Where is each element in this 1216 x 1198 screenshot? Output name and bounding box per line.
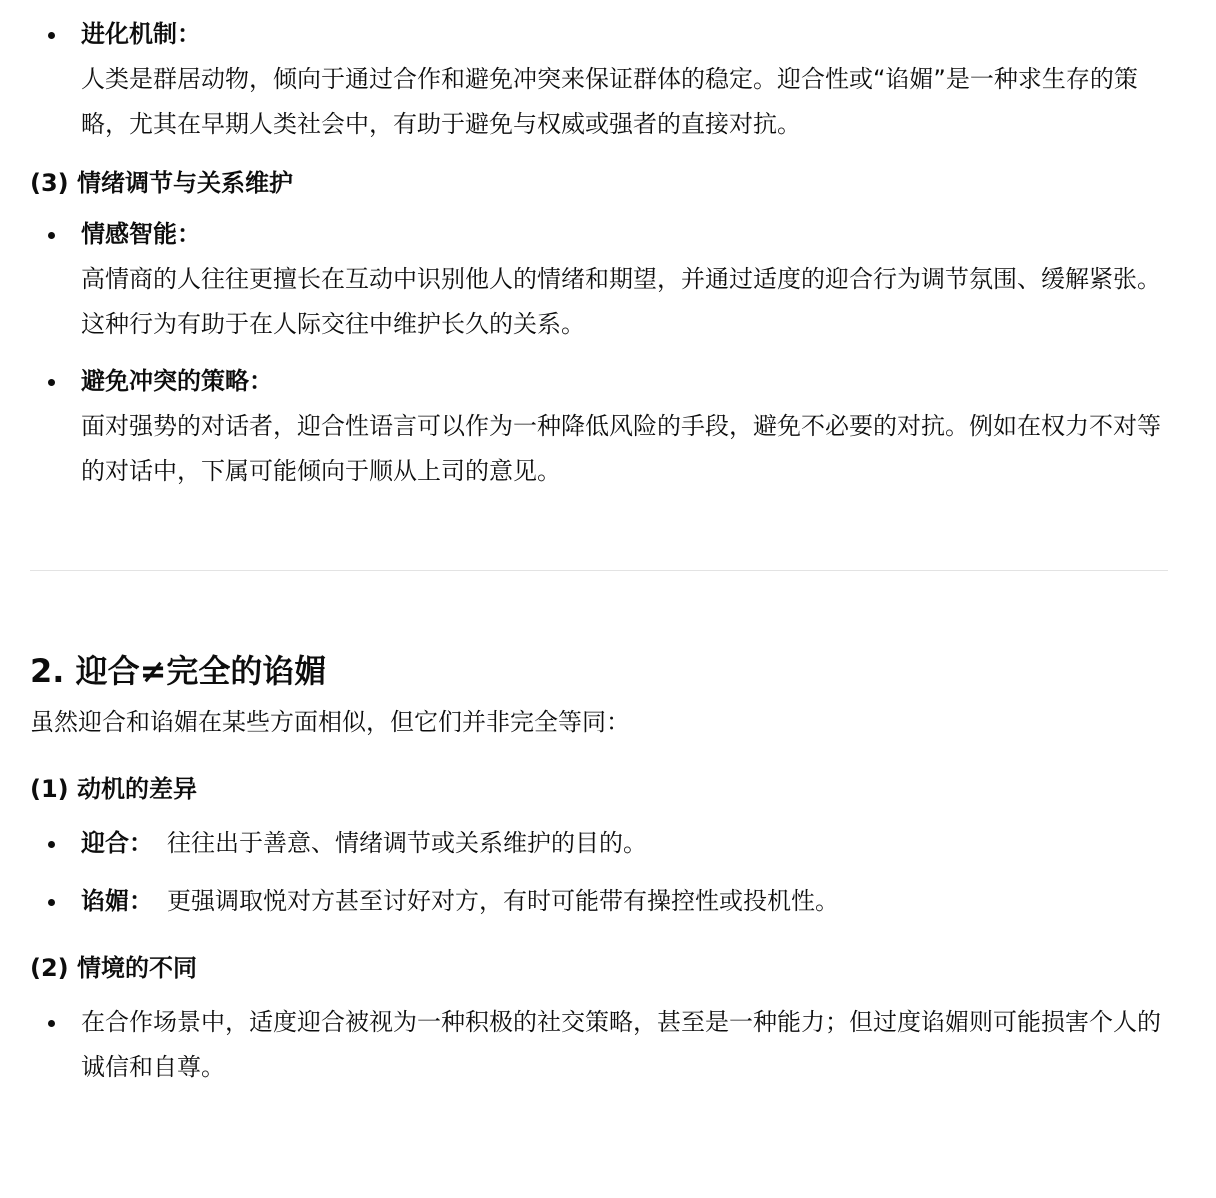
list-item-conflict-avoidance bbox=[30, 359, 1170, 494]
list-item-cooperation bbox=[30, 1000, 1170, 1090]
item-text: 更强调取悦对方甚至讨好对方，有时可能带有操控性或投机性。 bbox=[167, 887, 839, 915]
item-body: 高情商的人往往更擅长在互动中识别他人的情绪和期望，并通过适度的迎合行为调节氛围、缓解紧张。这种行为有助于在人际交往中维护长久的关系。 bbox=[81, 265, 1161, 338]
item-label: 谄媚： bbox=[81, 887, 153, 915]
section-heading: 2. 迎合≠完全的谄媚 bbox=[30, 652, 327, 690]
document-content bbox=[30, 12, 1170, 1090]
intro-paragraph: 虽然迎合和谄媚在某些方面相似，但它们并非完全等同： bbox=[30, 708, 630, 736]
item-label: 迎合： bbox=[81, 829, 153, 857]
context-list bbox=[30, 1000, 1170, 1090]
item-text: 在合作场景中，适度迎合被视为一种积极的社交策略，甚至是一种能力；但过度谄媚则可能损害个人的诚信和自尊。 bbox=[81, 1008, 1161, 1081]
section-divider bbox=[30, 570, 1168, 571]
item-body: 面对强势的对话者，迎合性语言可以作为一种降低风险的手段，避免不必要的对抗。例如在权力不对等的对话中，下属可能倾向于顺从上司的意见。 bbox=[81, 412, 1161, 485]
item-body: 人类是群居动物，倾向于通过合作和避免冲突来保证群体的稳定。迎合性或“谄媚”是一种求生存的策略，尤其在早期人类社会中，有助于避免与权威或强者的直接对抗。 bbox=[81, 65, 1138, 138]
item-title: 避免冲突的策略： bbox=[81, 367, 273, 395]
emotion-regulation-list bbox=[30, 212, 1170, 494]
list-item-accommodation bbox=[30, 821, 1170, 866]
item-text: 往往出于善意、情绪调节或关系维护的目的。 bbox=[167, 829, 647, 857]
list-item-flattery bbox=[30, 879, 1170, 924]
item-title: 进化机制： bbox=[81, 20, 201, 48]
subheading-motivation: (1) 动机的差异 bbox=[30, 775, 197, 803]
subheading-context: (2) 情境的不同 bbox=[30, 954, 197, 982]
list-item-emotional-intelligence bbox=[30, 212, 1170, 347]
evolution-list bbox=[30, 12, 1170, 147]
item-title: 情感智能： bbox=[81, 220, 201, 248]
motivation-list bbox=[30, 821, 1170, 924]
list-item-evolution bbox=[30, 12, 1170, 147]
subheading-emotion-regulation: (3) 情绪调节与关系维护 bbox=[30, 169, 293, 197]
